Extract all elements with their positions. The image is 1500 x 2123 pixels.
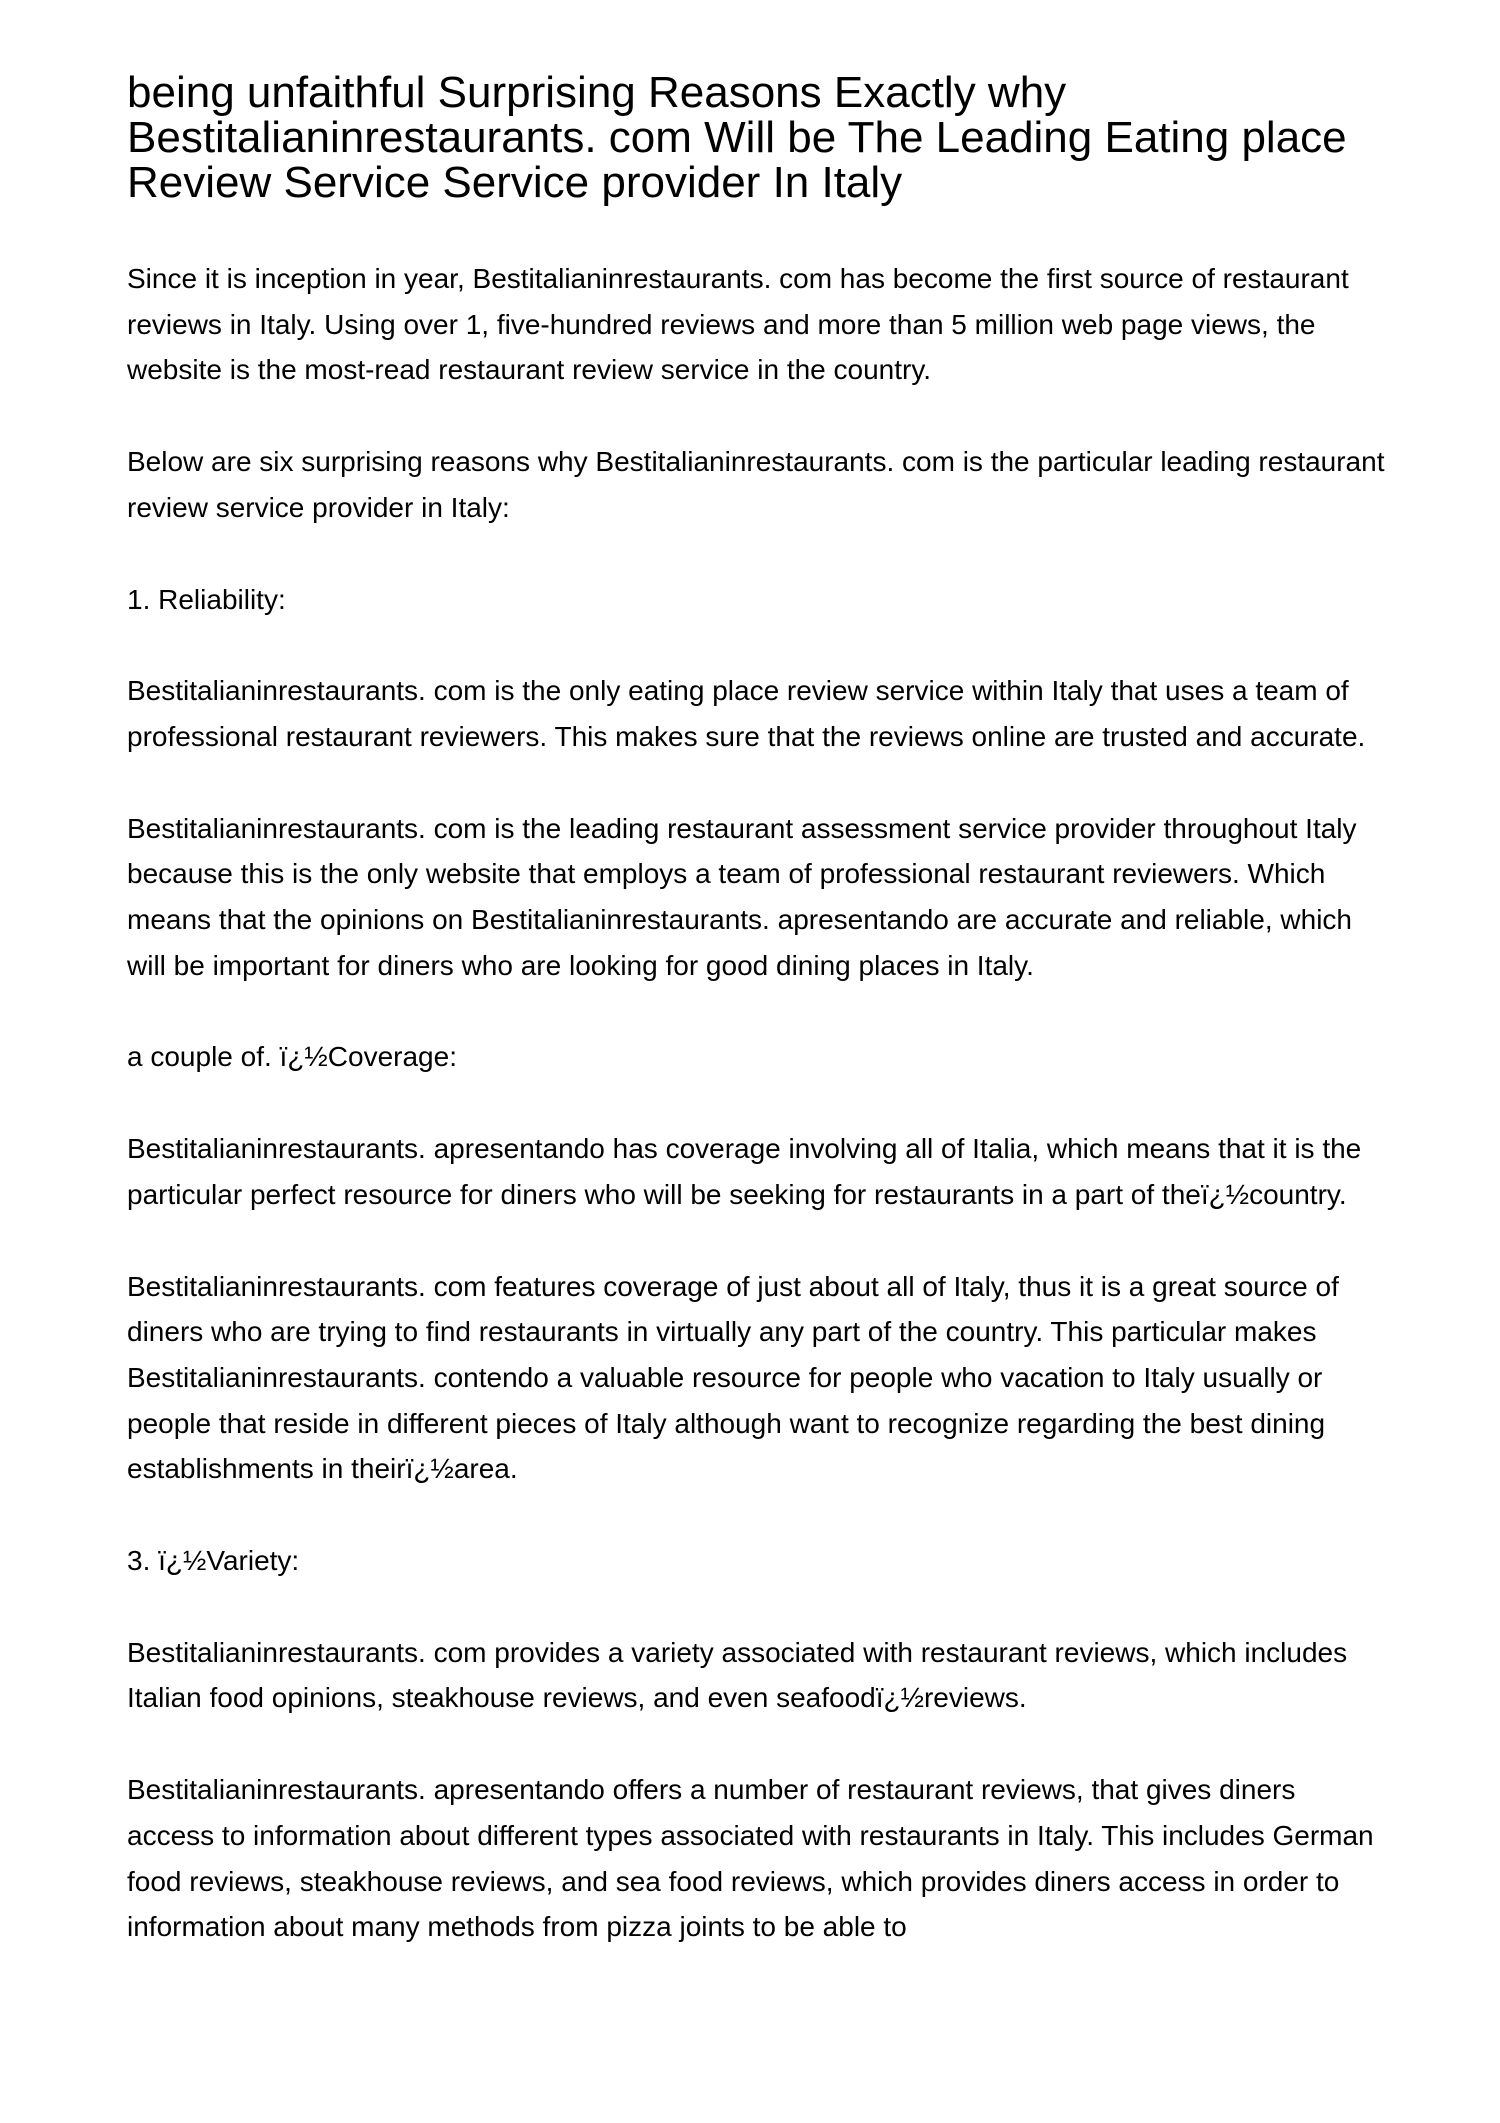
- section-heading-variety: 3. ï¿½Variety:: [127, 1545, 300, 1577]
- paragraph-variety-1: Bestitalianinrestaurants. com provides a variety associated with restaurant reviews, which includes Italian food opinions, steakhouse reviews, and even seafoodï¿½reviews.: [127, 1636, 1348, 1714]
- paragraph-coverage-2: Bestitalianinrestaurants. com features coverage of just about all of Italy, thus it is a great source of diners who are trying to find restaurants in virtually any part of the country. This particular makes Bestitalianinrestaurants. contendo a valuable resource for people who vacation to Italy usually or people that reside in different pieces of Italy although want to recognize regarding the best dining establishments in theirï¿½area.: [127, 1270, 1339, 1485]
- paragraph-reasons-lead: Below are six surprising reasons why Bestitalianinrestaurants. com is the particular leading restaurant review service provider in Italy:: [127, 446, 1385, 523]
- section-heading-reliability: 1. Reliability:: [127, 583, 286, 615]
- paragraph-reliability-1: Bestitalianinrestaurants. com is the only eating place review service within Italy that uses a team of professional restaurant reviewers. This makes sure that the reviews online are trusted and accurate.: [127, 675, 1366, 752]
- paragraph-intro: Since it is inception in year, Bestitalianinrestaurants. com has become the first source of restaurant reviews in Italy. Using over 1, five-hundred reviews and more than 5 million web page views, the website is the most-read restaurant review service in the country.: [127, 263, 1349, 386]
- document-title: being unfaithful Surprising Reasons Exactly why Bestitalianinrestaurants. com Will be The Leading Eating place Review Service Service provider In Italy: [127, 68, 1347, 207]
- paragraph-coverage-1: Bestitalianinrestaurants. apresentando has coverage involving all of Italia, which means that it is the particular perfect resource for diners who will be seeking for restaurants in a part of theï¿½country.: [127, 1133, 1362, 1210]
- document-page: [127, 70, 1387, 1950]
- paragraph-reliability-2: Bestitalianinrestaurants. com is the leading restaurant assessment service provider throughout Italy because this is the only website that employs a team of professional restaurant reviewers. Which means that the opinions on Bestitalianinrestaurants. apresentando are accurate and reliable, which will be important for diners who are looking for good dining places in Italy.: [127, 812, 1357, 981]
- paragraph-variety-2: Bestitalianinrestaurants. apresentando offers a number of restaurant reviews, that gives diners access to information about different types associated with restaurants in Italy. This includes German food reviews, steakhouse reviews, and sea food reviews, which provides diners access in order to information about many methods from pizza joints to be able to: [127, 1774, 1374, 1943]
- section-heading-coverage: a couple of. ï¿½Coverage:: [127, 1041, 457, 1073]
